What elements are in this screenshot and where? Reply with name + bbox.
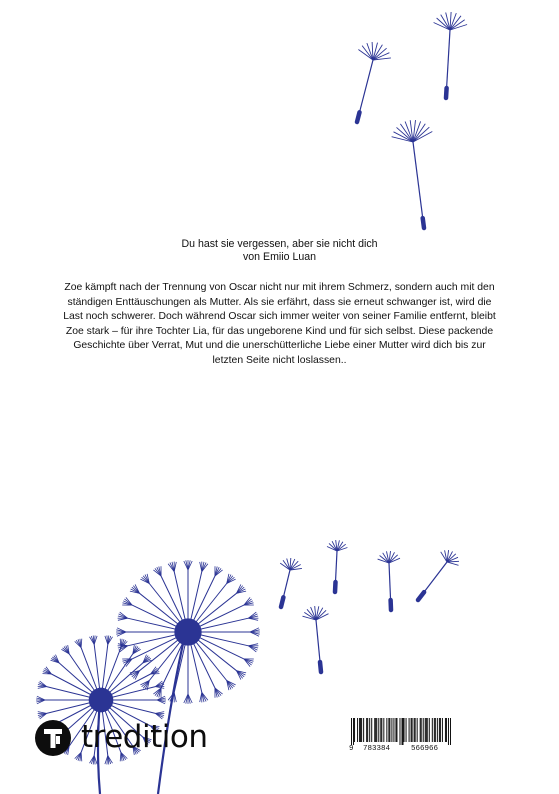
blurb-paragraph: Zoe kämpft nach der Trennung von Oscar nicht nur mit ihrem Schmerz, sondern auch mit den ständigen Enttäuschungen als Mutter. Als sie erfährt, dass sie erneut schwanger ist, wird die Last noch schwerer. Doch während Oscar sich immer weiter von seiner Familie entfernt, bleibt Zoe stark – für ihre Tochter Lia, für das ungeborene Kind und für sich selbst. Diese packende Geschichte über Verrat, Mut und die unerschütterliche Liebe einer Mutter wird dich bis zur letzten Seite nicht loslassen.. [63, 282, 496, 366]
barcode-group-2: 566966 [411, 745, 439, 753]
seed-8 [303, 606, 329, 672]
barcode-digits [348, 745, 454, 757]
seed-7 [418, 550, 459, 600]
publisher-name: tredition [81, 719, 208, 755]
barcode-group-1: 783384 [363, 745, 391, 753]
seed-4 [280, 558, 302, 607]
seed-6 [378, 551, 400, 610]
author-line: von Emiio Luan [242, 251, 317, 263]
seed-3 [392, 120, 433, 228]
isbn-barcode [348, 718, 454, 758]
title-block [0, 238, 559, 264]
seed-1 [357, 42, 391, 122]
dandelion-head-large [116, 560, 260, 704]
tredition-logo-icon [35, 720, 71, 756]
barcode-prefix: 9 [349, 745, 354, 753]
barcode-bars [348, 718, 454, 745]
publisher-logo [35, 720, 215, 760]
seed-5 [327, 540, 347, 592]
book-title: Du hast sie vergessen, aber sie nicht dich [181, 238, 378, 250]
blurb-text [58, 281, 501, 369]
seed-2 [434, 12, 468, 98]
